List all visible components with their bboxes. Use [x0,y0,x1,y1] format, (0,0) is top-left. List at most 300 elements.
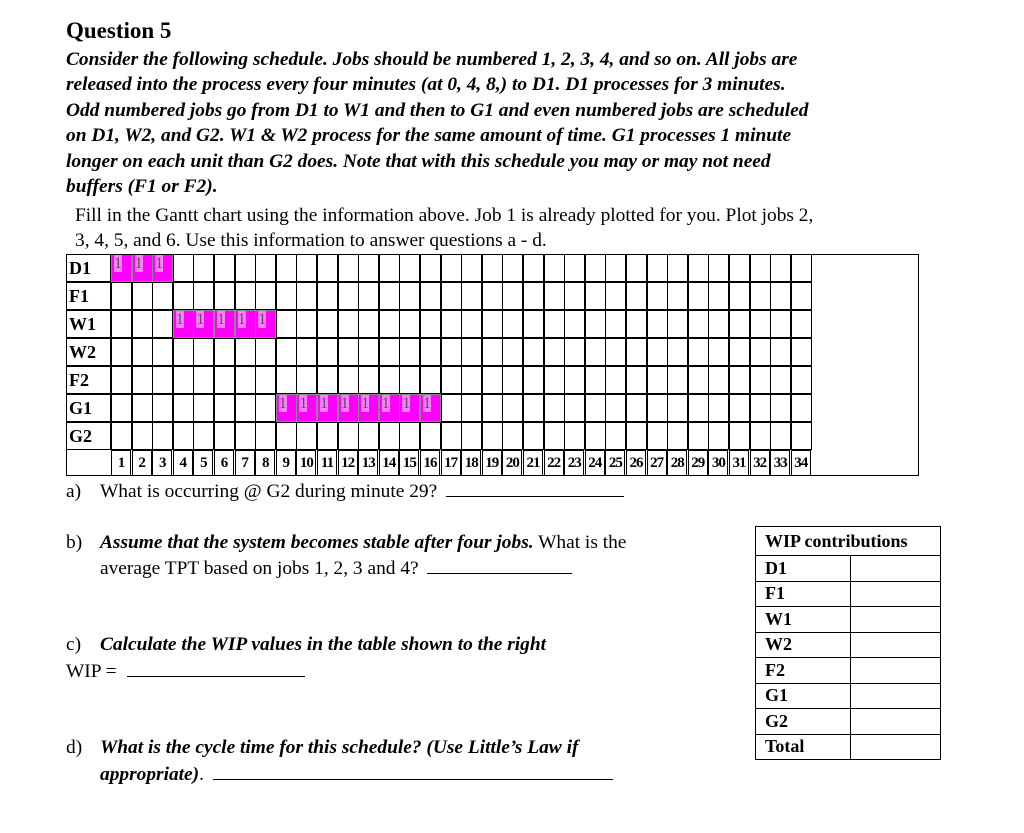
gantt-empty-cell[interactable] [585,282,606,310]
gantt-empty-cell[interactable] [296,366,317,394]
gantt-empty-cell[interactable] [667,282,688,310]
gantt-empty-cell[interactable] [338,338,359,366]
gantt-empty-cell[interactable] [523,338,544,366]
gantt-empty-cell[interactable] [235,394,256,422]
gantt-empty-cell[interactable] [708,338,729,366]
gantt-empty-cell[interactable] [585,338,606,366]
gantt-empty-cell[interactable] [296,282,317,310]
gantt-empty-cell[interactable] [461,254,482,282]
gantt-empty-cell[interactable] [585,394,606,422]
gantt-empty-cell[interactable] [461,366,482,394]
gantt-empty-cell[interactable] [482,394,503,422]
gantt-empty-cell[interactable] [132,366,153,394]
gantt-empty-cell[interactable] [626,310,647,338]
minute-label: 11 [317,450,337,476]
wip-row-label: F1 [756,581,851,607]
gantt-job-cell[interactable]: 1 [111,254,132,282]
gantt-empty-cell[interactable] [399,282,420,310]
instruction-line: Fill in the Gantt chart using the information above. Job 1 is already plotted for you. Plot jobs 2, [75,205,814,226]
gantt-empty-cell[interactable] [399,366,420,394]
gantt-empty-cell[interactable] [193,366,214,394]
gantt-empty-cell[interactable] [173,394,194,422]
minute-label: 20 [502,450,522,476]
gantt-empty-cell[interactable] [132,282,153,310]
gantt-job-cell[interactable]: 1 [399,394,420,422]
gantt-empty-cell[interactable] [317,254,338,282]
minute-label: 14 [379,450,399,476]
gantt-job-cell[interactable]: 1 [296,394,317,422]
gantt-empty-cell[interactable] [688,338,709,366]
gantt-empty-cell[interactable] [317,310,338,338]
gantt-empty-cell[interactable] [338,366,359,394]
gantt-empty-cell[interactable] [502,394,523,422]
gantt-empty-cell[interactable] [276,366,297,394]
gantt-empty-cell[interactable] [276,310,297,338]
gantt-empty-cell[interactable] [420,366,441,394]
gantt-empty-cell[interactable] [441,422,462,450]
gantt-empty-cell[interactable] [626,394,647,422]
gantt-empty-cell[interactable] [647,422,668,450]
gantt-empty-cell[interactable] [379,366,400,394]
gantt-empty-cell[interactable] [688,310,709,338]
gantt-empty-cell[interactable] [750,282,771,310]
gantt-row-label: F2 [66,366,111,394]
gantt-empty-cell[interactable] [647,366,668,394]
question-b-line2 [100,555,572,581]
gantt-empty-cell[interactable] [255,422,276,450]
minute-label: 13 [358,450,378,476]
gantt-empty-cell[interactable] [791,366,812,394]
gantt-empty-cell[interactable] [420,422,441,450]
answer-d-blank[interactable] [213,761,613,780]
gantt-empty-cell[interactable] [420,338,441,366]
gantt-empty-cell[interactable] [502,282,523,310]
gantt-job-cell[interactable]: 1 [173,310,194,338]
minute-label: 15 [399,450,419,476]
gantt-job-cell[interactable]: 1 [214,310,235,338]
gantt-job-cell[interactable]: 1 [317,394,338,422]
minute-label: 3 [152,450,172,476]
gantt-empty-cell[interactable] [605,338,626,366]
gantt-empty-cell[interactable] [482,366,503,394]
question-line: Odd numbered jobs go from D1 to W1 and then to G1 and even numbered jobs are scheduled [66,99,809,121]
gantt-empty-cell[interactable] [482,282,503,310]
gantt-empty-cell[interactable] [605,394,626,422]
gantt-empty-cell[interactable] [379,310,400,338]
gantt-empty-cell[interactable] [729,422,750,450]
gantt-empty-cell[interactable] [296,422,317,450]
wip-row-label: F2 [756,658,851,684]
gantt-empty-cell[interactable] [626,422,647,450]
gantt-empty-cell[interactable] [667,338,688,366]
gantt-empty-cell[interactable] [193,422,214,450]
minute-label: 21 [523,450,543,476]
gantt-empty-cell[interactable] [420,310,441,338]
wip-row-label: G1 [756,683,851,709]
gantt-empty-cell[interactable] [791,394,812,422]
wip-value-cell[interactable] [851,556,941,582]
gantt-empty-cell[interactable] [770,422,791,450]
minute-label: 22 [544,450,564,476]
gantt-empty-cell[interactable] [420,254,441,282]
gantt-empty-cell[interactable] [111,338,132,366]
gantt-empty-cell[interactable] [523,394,544,422]
gantt-empty-cell[interactable] [276,338,297,366]
gantt-empty-cell[interactable] [214,366,235,394]
gantt-empty-cell[interactable] [544,394,565,422]
gantt-empty-cell[interactable] [729,254,750,282]
gantt-empty-cell[interactable] [585,422,606,450]
gantt-empty-cell[interactable] [296,338,317,366]
gantt-empty-cell[interactable] [544,310,565,338]
gantt-empty-cell[interactable] [791,310,812,338]
gantt-empty-cell[interactable] [461,282,482,310]
minute-label: 28 [667,450,687,476]
gantt-empty-cell[interactable] [667,254,688,282]
gantt-empty-cell[interactable] [358,338,379,366]
gantt-job-cell[interactable]: 1 [255,310,276,338]
gantt-empty-cell[interactable] [482,310,503,338]
gantt-empty-cell[interactable] [358,422,379,450]
gantt-empty-cell[interactable] [544,282,565,310]
question-line: Consider the following schedule. Jobs should be numbered 1, 2, 3, 4, and so on. All jobs are [66,49,798,70]
minute-label: 9 [276,450,296,476]
gantt-empty-cell[interactable] [173,422,194,450]
gantt-empty-cell[interactable] [605,422,626,450]
gantt-empty-cell[interactable] [358,366,379,394]
gantt-empty-cell[interactable] [523,422,544,450]
gantt-empty-cell[interactable] [729,338,750,366]
gantt-empty-cell[interactable] [647,282,668,310]
gantt-empty-cell[interactable] [193,394,214,422]
question-b [66,530,626,555]
gantt-empty-cell[interactable] [214,422,235,450]
gantt-empty-cell[interactable] [564,366,585,394]
minute-label: 19 [482,450,502,476]
minute-label: 17 [441,450,461,476]
gantt-empty-cell[interactable] [729,282,750,310]
gantt-empty-cell[interactable] [544,422,565,450]
gantt-empty-cell[interactable] [214,338,235,366]
gantt-empty-cell[interactable] [544,338,565,366]
minute-label: 8 [255,450,275,476]
gantt-empty-cell[interactable] [502,422,523,450]
gantt-empty-cell[interactable] [338,254,359,282]
gantt-empty-cell[interactable] [441,394,462,422]
gantt-row-g2 [66,422,919,450]
gantt-job-cell[interactable]: 1 [379,394,400,422]
gantt-empty-cell[interactable] [461,394,482,422]
gantt-empty-cell[interactable] [647,310,668,338]
gantt-empty-cell[interactable] [626,338,647,366]
gantt-empty-cell[interactable] [482,254,503,282]
gantt-empty-cell[interactable] [317,422,338,450]
gantt-empty-cell[interactable] [152,394,173,422]
wip-value-cell[interactable] [851,632,941,658]
gantt-empty-cell[interactable] [379,254,400,282]
gantt-empty-cell[interactable] [708,422,729,450]
gantt-empty-cell[interactable] [729,310,750,338]
minute-label: 26 [626,450,646,476]
wip-value-cell[interactable] [851,607,941,633]
wip-value-cell[interactable] [851,734,941,760]
gantt-empty-cell[interactable] [152,422,173,450]
gantt-empty-cell[interactable] [729,366,750,394]
gantt-empty-cell[interactable] [502,254,523,282]
gantt-empty-cell[interactable] [544,366,565,394]
gantt-empty-cell[interactable] [441,310,462,338]
gantt-row-w2 [66,338,919,366]
question-d-italic2: appropriate) [100,764,200,785]
gantt-empty-cell[interactable] [276,254,297,282]
gantt-empty-cell[interactable] [461,422,482,450]
gantt-empty-cell[interactable] [276,282,297,310]
minute-label: 4 [173,450,193,476]
gantt-empty-cell[interactable] [214,394,235,422]
gantt-empty-cell[interactable] [132,310,153,338]
question-d [66,735,578,760]
gantt-empty-cell[interactable] [255,254,276,282]
gantt-empty-cell[interactable] [523,254,544,282]
gantt-empty-cell[interactable] [523,310,544,338]
wip-row-label: G2 [756,709,851,735]
minute-label: 1 [111,450,131,476]
gantt-empty-cell[interactable] [750,422,771,450]
gantt-empty-cell[interactable] [193,338,214,366]
minute-label: 16 [420,450,440,476]
gantt-empty-cell[interactable] [255,282,276,310]
gantt-empty-cell[interactable] [708,366,729,394]
gantt-empty-cell[interactable] [214,254,235,282]
gantt-empty-cell[interactable] [235,254,256,282]
gantt-empty-cell[interactable] [317,282,338,310]
gantt-empty-cell[interactable] [667,394,688,422]
gantt-empty-cell[interactable] [255,394,276,422]
gantt-job-cell[interactable]: 1 [338,394,359,422]
gantt-empty-cell[interactable] [317,338,338,366]
gantt-job-cell[interactable]: 1 [152,254,173,282]
gantt-empty-cell[interactable] [399,338,420,366]
gantt-empty-cell[interactable] [338,282,359,310]
gantt-empty-cell[interactable] [708,254,729,282]
gantt-empty-cell[interactable] [214,282,235,310]
gantt-empty-cell[interactable] [111,422,132,450]
question-title: Question 5 [66,18,172,43]
gantt-empty-cell[interactable] [173,366,194,394]
gantt-job-cell[interactable]: 1 [193,310,214,338]
gantt-empty-cell[interactable] [544,254,565,282]
gantt-empty-cell[interactable] [626,282,647,310]
gantt-empty-cell[interactable] [152,282,173,310]
gantt-empty-cell[interactable] [461,338,482,366]
question-c-italic: Calculate the WIP values in the table shown to the right [100,634,547,655]
gantt-empty-cell[interactable] [399,254,420,282]
gantt-empty-cell[interactable] [461,310,482,338]
gantt-job-cell[interactable]: 1 [132,254,153,282]
gantt-empty-cell[interactable] [132,422,153,450]
gantt-empty-cell[interactable] [564,310,585,338]
gantt-empty-cell[interactable] [235,422,256,450]
gantt-empty-cell[interactable] [420,282,441,310]
question-b-italic: Assume that the system becomes stable after four jobs. [100,532,534,553]
gantt-empty-cell[interactable] [358,282,379,310]
gantt-empty-cell[interactable] [111,394,132,422]
gantt-empty-cell[interactable] [502,338,523,366]
gantt-empty-cell[interactable] [564,338,585,366]
gantt-empty-cell[interactable] [338,422,359,450]
gantt-empty-cell[interactable] [296,310,317,338]
wip-value-cell[interactable] [851,658,941,684]
question-a-label: a) [66,481,82,502]
gantt-empty-cell[interactable] [173,254,194,282]
gantt-empty-cell[interactable] [791,422,812,450]
gantt-empty-cell[interactable] [688,282,709,310]
gantt-empty-cell[interactable] [523,366,544,394]
gantt-empty-cell[interactable] [750,254,771,282]
gantt-empty-cell[interactable] [770,254,791,282]
gantt-job-cell[interactable]: 1 [358,394,379,422]
question-c [66,632,546,657]
gantt-empty-cell[interactable] [770,338,791,366]
gantt-empty-cell[interactable] [750,366,771,394]
answer-b-blank[interactable] [427,555,572,574]
gantt-empty-cell[interactable] [626,366,647,394]
gantt-empty-cell[interactable] [770,366,791,394]
wip-value-cell[interactable] [851,709,941,735]
gantt-job-cell[interactable]: 1 [420,394,441,422]
gantt-empty-cell[interactable] [235,338,256,366]
question-line: buffers (F1 or F2). [66,176,218,198]
gantt-empty-cell[interactable] [667,366,688,394]
gantt-empty-cell[interactable] [441,282,462,310]
gantt-empty-cell[interactable] [688,366,709,394]
gantt-empty-cell[interactable] [647,254,668,282]
gantt-empty-cell[interactable] [564,394,585,422]
gantt-empty-cell[interactable] [791,338,812,366]
gantt-empty-cell[interactable] [688,394,709,422]
gantt-empty-cell[interactable] [770,282,791,310]
gantt-empty-cell[interactable] [791,254,812,282]
gantt-empty-cell[interactable] [750,338,771,366]
gantt-empty-cell[interactable] [399,310,420,338]
gantt-empty-cell[interactable] [605,366,626,394]
gantt-row-label: G1 [66,394,111,422]
wip-value-cell[interactable] [851,683,941,709]
gantt-empty-cell[interactable] [173,338,194,366]
question-line: longer on each unit than G2 does. Note that with this schedule you may or may not need [66,150,771,172]
gantt-empty-cell[interactable] [647,394,668,422]
wip-value-cell[interactable] [851,581,941,607]
gantt-empty-cell[interactable] [523,282,544,310]
gantt-empty-cell[interactable] [605,254,626,282]
gantt-empty-cell[interactable] [358,254,379,282]
gantt-empty-cell[interactable] [626,254,647,282]
gantt-empty-cell[interactable] [152,366,173,394]
question-d-line2 [100,761,613,787]
gantt-empty-cell[interactable] [708,394,729,422]
wip-blank[interactable] [127,658,305,677]
minute-label: 2 [132,450,152,476]
gantt-empty-cell[interactable] [770,394,791,422]
gantt-empty-cell[interactable] [667,422,688,450]
gantt-empty-cell[interactable] [482,338,503,366]
gantt-empty-cell[interactable] [399,422,420,450]
gantt-empty-cell[interactable] [441,366,462,394]
gantt-row-label: D1 [66,254,111,282]
gantt-empty-cell[interactable] [667,310,688,338]
gantt-empty-cell[interactable] [111,282,132,310]
gantt-empty-cell[interactable] [585,366,606,394]
gantt-empty-cell[interactable] [358,310,379,338]
gantt-empty-cell[interactable] [688,422,709,450]
gantt-empty-cell[interactable] [193,282,214,310]
gantt-empty-cell[interactable] [441,338,462,366]
gantt-empty-cell[interactable] [564,422,585,450]
gantt-empty-cell[interactable] [585,254,606,282]
gantt-empty-cell[interactable] [750,394,771,422]
question-c-label: c) [66,634,82,655]
gantt-empty-cell[interactable] [379,338,400,366]
question-b-text: What is the [533,532,627,553]
answer-a-blank[interactable] [446,478,624,497]
gantt-empty-cell[interactable] [564,282,585,310]
gantt-row-w1 [66,310,919,338]
gantt-job-cell[interactable]: 1 [235,310,256,338]
gantt-job-cell[interactable]: 1 [276,394,297,422]
gantt-empty-cell[interactable] [379,282,400,310]
gantt-empty-cell[interactable] [585,310,606,338]
gantt-empty-cell[interactable] [235,282,256,310]
gantt-empty-cell[interactable] [729,394,750,422]
gantt-empty-cell[interactable] [255,366,276,394]
minute-label: 30 [708,450,728,476]
gantt-empty-cell[interactable] [605,310,626,338]
minute-label: 24 [585,450,605,476]
gantt-empty-cell[interactable] [173,282,194,310]
gantt-empty-cell[interactable] [111,310,132,338]
gantt-empty-cell[interactable] [132,394,153,422]
gantt-empty-cell[interactable] [338,310,359,338]
gantt-empty-cell[interactable] [564,254,585,282]
gantt-empty-cell[interactable] [152,338,173,366]
gantt-empty-cell[interactable] [791,282,812,310]
gantt-empty-cell[interactable] [441,254,462,282]
gantt-empty-cell[interactable] [379,422,400,450]
gantt-empty-cell[interactable] [647,338,668,366]
gantt-empty-cell[interactable] [605,282,626,310]
gantt-empty-cell[interactable] [688,254,709,282]
gantt-empty-cell[interactable] [276,422,297,450]
gantt-empty-cell[interactable] [193,254,214,282]
gantt-empty-cell[interactable] [708,310,729,338]
gantt-empty-cell[interactable] [770,310,791,338]
gantt-empty-cell[interactable] [111,366,132,394]
gantt-empty-cell[interactable] [296,254,317,282]
gantt-empty-cell[interactable] [708,282,729,310]
gantt-empty-cell[interactable] [750,310,771,338]
wip-label: WIP = [66,661,117,682]
gantt-empty-cell[interactable] [317,366,338,394]
gantt-empty-cell[interactable] [152,310,173,338]
minute-label: 33 [770,450,790,476]
gantt-empty-cell[interactable] [502,310,523,338]
gantt-empty-cell[interactable] [235,366,256,394]
gantt-row-g1 [66,394,919,422]
gantt-empty-cell[interactable] [482,422,503,450]
gantt-empty-cell[interactable] [132,338,153,366]
gantt-empty-cell[interactable] [255,338,276,366]
gantt-empty-cell[interactable] [502,366,523,394]
